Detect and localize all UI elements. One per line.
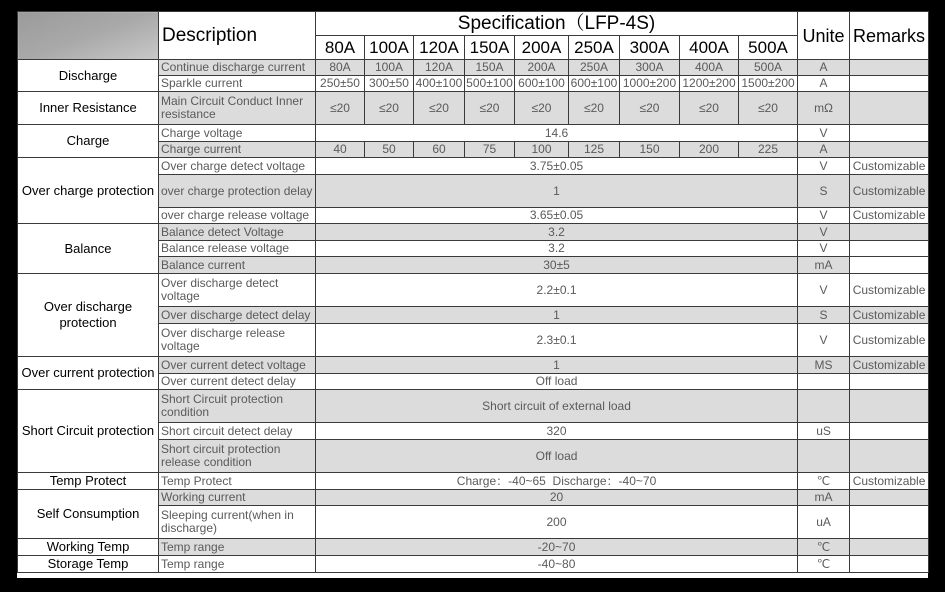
value-cell: -40~80 — [316, 556, 798, 573]
description-cell: Temp range — [159, 556, 316, 573]
model-header: 400A — [680, 36, 739, 60]
description-cell: Temp Protect — [159, 473, 316, 490]
category-cell: Temp Protect — [18, 473, 159, 490]
description-cell: Sparkle current — [159, 76, 316, 92]
value-cell: ≤20 — [569, 92, 620, 125]
description-cell: Over current detect voltage — [159, 357, 316, 374]
description-cell: Sleeping current(when in discharge) — [159, 506, 316, 539]
value-cell: 200A — [515, 60, 569, 76]
spec-table — [17, 11, 929, 573]
value-cell: 200 — [680, 142, 739, 158]
category-cell: Over discharge protection — [18, 274, 159, 357]
unit-cell: A — [798, 76, 850, 92]
model-header: 200A — [515, 36, 569, 60]
table-row — [18, 473, 929, 490]
description-cell: Working current — [159, 490, 316, 506]
remark-cell: Customizable — [850, 274, 929, 307]
remark-cell: Customizable — [850, 307, 929, 324]
value-cell: Short circuit of external load — [316, 390, 798, 423]
unit-cell: S — [798, 175, 850, 208]
value-cell: 120A — [414, 60, 465, 76]
value-cell: 2.3±0.1 — [316, 324, 798, 357]
remark-cell — [850, 390, 929, 423]
value-cell: 1 — [316, 357, 798, 374]
value-cell: 40 — [316, 142, 365, 158]
value-cell: ≤20 — [620, 92, 680, 125]
value-cell: 1500±200 — [739, 76, 798, 92]
value-cell: Off load — [316, 374, 798, 390]
table-row — [18, 274, 929, 307]
table-row — [18, 60, 929, 76]
category-cell: Storage Temp — [18, 556, 159, 573]
value-cell: Off load — [316, 440, 798, 473]
description-cell: Short circuit protection release condition — [159, 440, 316, 473]
value-cell: 500±100 — [466, 76, 513, 90]
unit-cell: uA — [798, 506, 850, 539]
value-cell: 400A — [680, 60, 739, 76]
category-cell: Working Temp — [18, 539, 159, 556]
remark-cell — [850, 60, 929, 76]
table-row — [18, 390, 929, 423]
value-cell: ≤20 — [414, 92, 465, 125]
remark-cell — [850, 539, 929, 556]
category-cell: Balance — [18, 224, 159, 274]
corner-cell — [18, 12, 159, 60]
unit-cell: mA — [798, 490, 850, 506]
description-cell: over charge protection delay — [159, 175, 316, 208]
unite-header: Unite — [798, 12, 850, 60]
description-cell: Over discharge detect voltage — [159, 274, 316, 307]
category-cell: Discharge — [18, 60, 159, 92]
description-cell: Charge current — [159, 142, 316, 158]
unit-cell: ℃ — [798, 556, 850, 573]
value-cell: 2.2±0.1 — [316, 274, 798, 307]
table-row — [18, 539, 929, 556]
table-row — [18, 92, 929, 125]
value-cell: 30±5 — [316, 257, 798, 274]
description-cell: Over charge detect voltage — [159, 158, 316, 175]
remark-cell: Customizable — [850, 357, 929, 374]
remark-cell — [850, 556, 929, 573]
value-cell: 100 — [515, 142, 569, 158]
unit-cell: mA — [798, 257, 850, 274]
value-cell: 1200±200 — [680, 76, 739, 92]
value-cell: ≤20 — [465, 92, 515, 125]
value-cell: 60 — [414, 142, 465, 158]
unit-cell: uS — [798, 423, 850, 440]
remark-cell: Customizable — [850, 175, 929, 208]
description-cell: Short Circuit protection condition — [159, 390, 316, 423]
category-cell: Short Circuit protection — [18, 390, 159, 473]
value-cell: 250±50 — [316, 76, 365, 92]
description-cell: Over current detect delay — [159, 374, 316, 390]
remark-cell — [850, 257, 929, 274]
model-header: 80A — [316, 36, 365, 60]
value-cell: 320 — [316, 423, 798, 440]
unit-cell: ℃ — [798, 539, 850, 556]
model-header: 300A — [620, 36, 680, 60]
unit-cell — [798, 374, 850, 390]
value-cell: 125 — [569, 142, 620, 158]
remark-cell — [850, 92, 929, 125]
value-cell: ≤20 — [316, 92, 365, 125]
value-cell: 225 — [739, 142, 798, 158]
value-cell: ≤20 — [680, 92, 739, 125]
value-cell: 600±100 — [515, 76, 569, 92]
table-row — [18, 158, 929, 175]
value-cell: 50 — [365, 142, 414, 158]
unit-cell: V — [798, 241, 850, 257]
description-cell: Balance current — [159, 257, 316, 274]
value-cell: 1 — [316, 307, 798, 324]
value-cell: 600±100 — [569, 76, 620, 92]
value-cell: 300±50 — [365, 76, 414, 92]
category-cell: Inner Resistance — [18, 92, 159, 125]
value-cell: 14.6 — [316, 125, 798, 142]
remark-cell: Customizable — [850, 208, 929, 224]
table-row — [18, 490, 929, 506]
remark-cell — [850, 490, 929, 506]
table-row — [18, 224, 929, 241]
remark-cell — [850, 241, 929, 257]
unit-cell: ℃ — [798, 473, 850, 490]
remark-cell: Customizable — [850, 324, 929, 357]
model-header: 100A — [365, 36, 414, 60]
unit-cell: S — [798, 307, 850, 324]
specification-header: Specification（LFP-4S) — [316, 12, 798, 36]
unit-cell: A — [798, 60, 850, 76]
unit-cell: V — [798, 324, 850, 357]
value-cell: 1000±200 — [620, 76, 680, 92]
description-cell: Short circuit detect delay — [159, 423, 316, 440]
spec-sheet — [17, 11, 928, 578]
value-cell: 3.2 — [316, 241, 798, 257]
description-cell: Balance detect Voltage — [159, 224, 316, 241]
description-cell: Main Circuit Conduct Inner resistance — [159, 92, 316, 125]
unit-cell: V — [798, 125, 850, 142]
description-cell: Continue discharge current — [159, 60, 316, 76]
unit-cell — [798, 440, 850, 473]
category-cell: Over current protection — [18, 357, 159, 390]
value-cell: 3.75±0.05 — [316, 158, 798, 175]
remark-cell — [850, 506, 929, 539]
value-cell: 1 — [316, 175, 798, 208]
description-cell: Charge voltage — [159, 125, 316, 142]
remark-cell — [850, 76, 929, 92]
value-cell: 80A — [316, 60, 365, 76]
unit-cell: A — [798, 142, 850, 158]
remark-cell — [850, 125, 929, 142]
value-cell: 3.2 — [316, 224, 798, 241]
value-cell: ≤20 — [515, 92, 569, 125]
value-cell: ≤20 — [739, 92, 798, 125]
remarks-header: Remarks — [850, 12, 929, 60]
model-header: 150A — [465, 36, 515, 60]
remark-cell: Customizable — [850, 158, 929, 175]
remark-cell — [850, 142, 929, 158]
table-row — [18, 357, 929, 374]
unit-cell: V — [798, 158, 850, 175]
model-header: 500A — [739, 36, 798, 60]
category-cell: Charge — [18, 125, 159, 158]
description-cell: Temp range — [159, 539, 316, 556]
table-row — [18, 556, 929, 573]
value-cell: 20 — [316, 490, 798, 506]
remark-cell — [850, 224, 929, 241]
value-cell: 500A — [739, 60, 798, 76]
value-cell: 75 — [465, 142, 515, 158]
value-cell: 250A — [569, 60, 620, 76]
description-cell: Balance release voltage — [159, 241, 316, 257]
value-cell: ≤20 — [365, 92, 414, 125]
unit-cell: V — [798, 208, 850, 224]
value-cell: 150A — [465, 60, 515, 76]
category-cell: Over charge protection — [18, 158, 159, 224]
table-row — [18, 125, 929, 142]
value-cell: -20~70 — [316, 539, 798, 556]
value-cell: 3.65±0.05 — [316, 208, 798, 224]
description-cell: over charge release voltage — [159, 208, 316, 224]
value-cell: Charge：-40~65 Discharge：-40~70 — [316, 473, 798, 490]
remark-cell — [850, 374, 929, 390]
value-cell: 150 — [620, 142, 680, 158]
remark-cell — [850, 423, 929, 440]
description-cell: Over discharge release voltage — [159, 324, 316, 357]
value-cell: 100A — [365, 60, 414, 76]
header-row-top — [18, 12, 929, 36]
unit-cell: V — [798, 224, 850, 241]
category-cell: Self Consumption — [18, 490, 159, 539]
remark-cell — [850, 440, 929, 473]
value-cell: 200 — [316, 506, 798, 539]
value-cell: 400±100 — [414, 76, 465, 92]
model-header: 250A — [569, 36, 620, 60]
unit-cell: V — [798, 274, 850, 307]
unit-cell: mΩ — [798, 92, 850, 125]
unit-cell: MS — [798, 357, 850, 374]
model-header: 120A — [414, 36, 465, 60]
unit-cell — [798, 390, 850, 423]
value-cell: 300A — [620, 60, 680, 76]
remark-cell: Customizable — [850, 473, 929, 490]
description-cell: Over discharge detect delay — [159, 307, 316, 324]
description-header: Description — [159, 12, 316, 60]
